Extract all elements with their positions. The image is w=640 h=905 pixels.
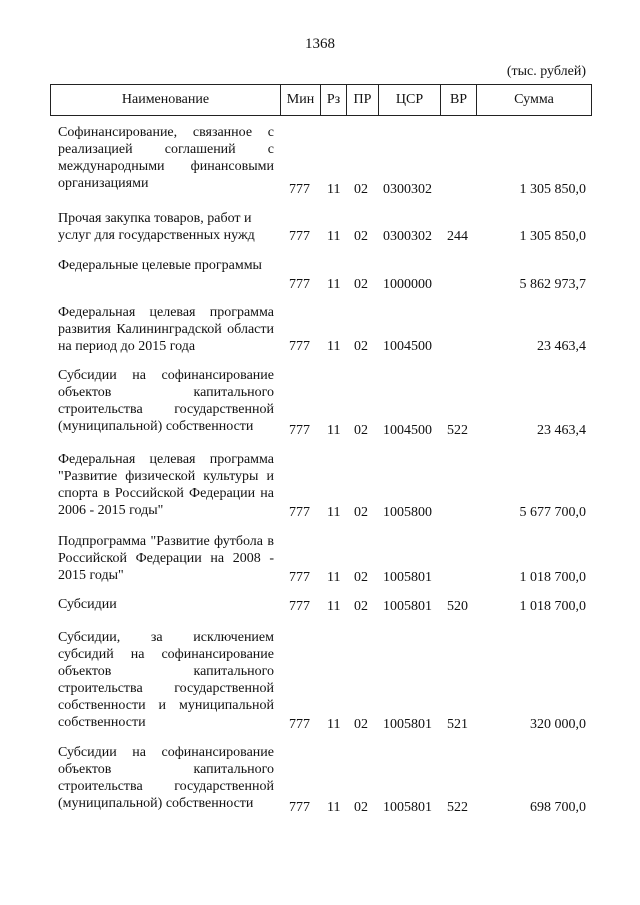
row-pr: 02 xyxy=(354,599,368,614)
col-header-min: Мин xyxy=(281,85,321,115)
row-sum: 1 018 700,0 xyxy=(519,570,586,585)
row-rz: 11 xyxy=(327,570,341,585)
row-min: 777 xyxy=(289,570,310,585)
row-min: 777 xyxy=(289,339,310,354)
row-rz: 11 xyxy=(327,277,341,292)
row-name: Субсидии на софинансирование объектов капитального строительства государственной (муниципальной) собственности xyxy=(58,368,274,434)
row-csr: 1004500 xyxy=(383,339,432,354)
row-csr: 1000000 xyxy=(383,277,432,292)
row-pr: 02 xyxy=(354,800,368,815)
row-min: 777 xyxy=(289,277,310,292)
row-sum: 5 677 700,0 xyxy=(519,505,586,520)
row-pr: 02 xyxy=(354,229,368,244)
row-rz: 11 xyxy=(327,599,341,614)
row-rz: 11 xyxy=(327,800,341,815)
row-rz: 11 xyxy=(327,339,341,354)
row-min: 777 xyxy=(289,182,310,197)
row-pr: 02 xyxy=(354,423,368,438)
col-header-name: Наименование xyxy=(51,85,281,115)
row-rz: 11 xyxy=(327,229,341,244)
row-name: Софинансирование, связанное с реализацией соглашений с международными финансовыми организациями xyxy=(58,125,274,191)
row-name: Субсидии на софинансирование объектов капитального строительства государственной (муниципальной) собственности xyxy=(58,745,274,811)
row-pr: 02 xyxy=(354,339,368,354)
row-rz: 11 xyxy=(327,182,341,197)
col-header-sum: Сумма xyxy=(514,92,554,107)
row-sum: 23 463,4 xyxy=(537,423,586,438)
col-header-vr: ВР xyxy=(441,85,477,115)
row-vr: 521 xyxy=(447,717,468,732)
row-vr: 520 xyxy=(447,599,468,614)
row-name: Подпрограмма "Развитие футбола в Российской Федерации на 2008 - 2015 годы" xyxy=(58,534,274,583)
row-min: 777 xyxy=(289,423,310,438)
row-sum: 5 862 973,7 xyxy=(519,277,586,292)
col-header-pr: ПР xyxy=(347,85,379,115)
row-csr: 1005801 xyxy=(383,570,432,585)
row-pr: 02 xyxy=(354,717,368,732)
row-csr: 1004500 xyxy=(383,423,432,438)
row-pr: 02 xyxy=(354,570,368,585)
row-rz: 11 xyxy=(327,717,341,732)
row-min: 777 xyxy=(289,800,310,815)
row-vr: 522 xyxy=(447,800,468,815)
row-sum: 1 305 850,0 xyxy=(519,229,586,244)
row-rz: 11 xyxy=(327,505,341,520)
row-sum: 698 700,0 xyxy=(530,800,586,815)
page-number: 1368 xyxy=(305,36,335,52)
row-sum: 320 000,0 xyxy=(530,717,586,732)
row-min: 777 xyxy=(289,599,310,614)
row-pr: 02 xyxy=(354,182,368,197)
row-min: 777 xyxy=(289,229,310,244)
row-name: Федеральная целевая программа "Развитие физической культуры и спорта в Российской Федерации на 2006 - 2015 годы" xyxy=(58,452,274,518)
row-vr: 522 xyxy=(447,423,468,438)
col-header-rz: Рз xyxy=(321,85,347,115)
row-pr: 02 xyxy=(354,277,368,292)
col-header-csr: ЦСР xyxy=(379,85,441,115)
row-csr: 0300302 xyxy=(383,182,432,197)
row-min: 777 xyxy=(289,505,310,520)
row-sum: 1 305 850,0 xyxy=(519,182,586,197)
row-name: Прочая закупка товаров, работ и услуг для государственных нужд xyxy=(58,211,255,243)
row-vr: 244 xyxy=(447,229,468,244)
row-name: Субсидии xyxy=(58,597,117,612)
row-csr: 1005801 xyxy=(383,599,432,614)
row-sum: 23 463,4 xyxy=(537,339,586,354)
row-pr: 02 xyxy=(354,505,368,520)
row-min: 777 xyxy=(289,717,310,732)
units-label: (тыс. рублей) xyxy=(506,64,586,79)
row-csr: 1005800 xyxy=(383,505,432,520)
table-header xyxy=(50,84,592,116)
row-name: Федеральная целевая программа развития Калининградской области на период до 2015 года xyxy=(58,305,274,354)
row-csr: 1005801 xyxy=(383,717,432,732)
row-csr: 0300302 xyxy=(383,229,432,244)
row-name: Федеральные целевые программы xyxy=(58,258,262,273)
row-name: Субсидии, за исключением субсидий на софинансирование объектов капитального строительства государственной собственности и муниципальной собственности xyxy=(58,630,274,730)
row-csr: 1005801 xyxy=(383,800,432,815)
row-rz: 11 xyxy=(327,423,341,438)
row-sum: 1 018 700,0 xyxy=(519,599,586,614)
